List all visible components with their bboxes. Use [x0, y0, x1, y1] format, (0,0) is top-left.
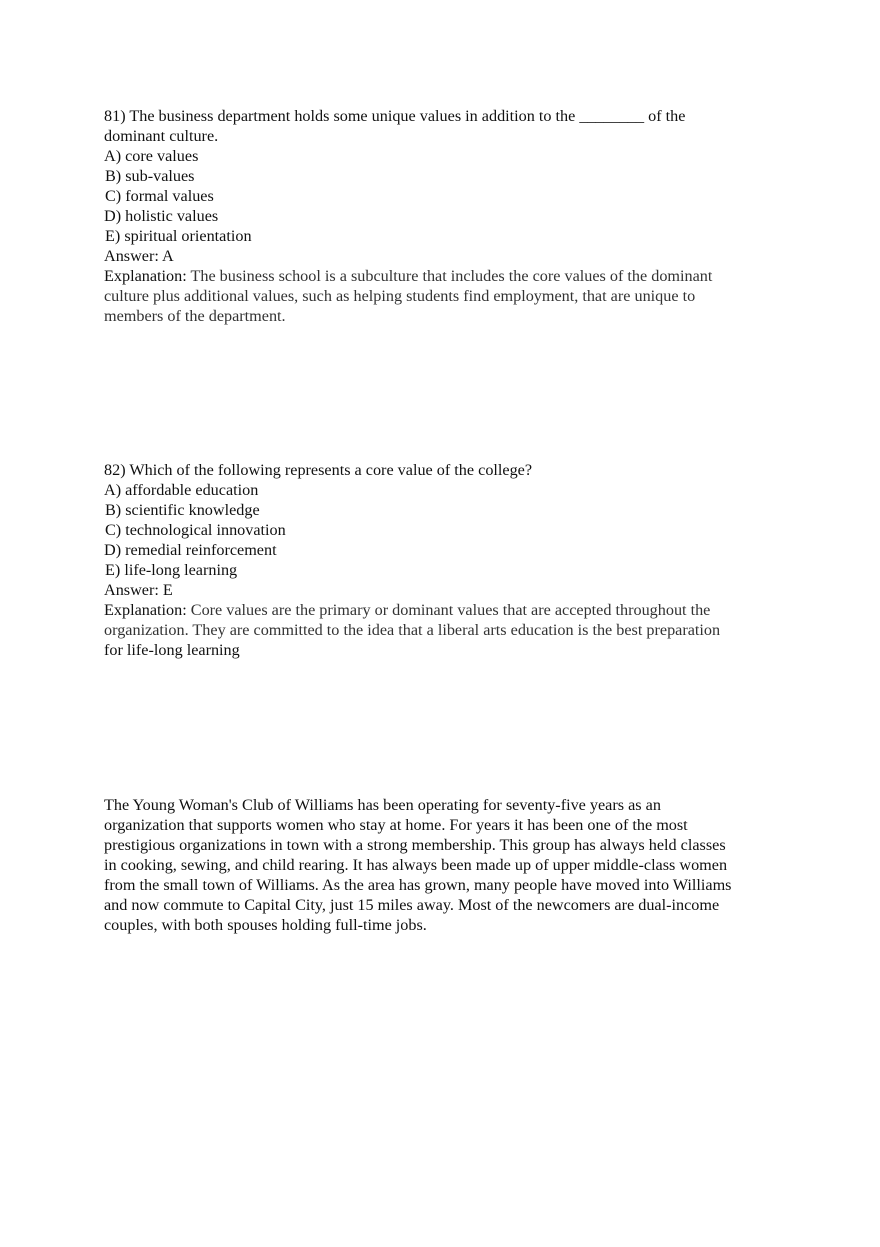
option-d: D) holistic values	[104, 207, 219, 225]
passage-line: prestigious organizations in town with a strong membership. This group has always held classes	[104, 836, 726, 854]
question-81	[104, 106, 784, 326]
answer: Answer: E	[104, 581, 173, 599]
explanation-label: Explanation:	[104, 601, 187, 619]
option-e: E) spiritual orientation	[105, 227, 252, 245]
passage-line: in cooking, sewing, and child rearing. It has always been made up of upper middle-class women	[104, 856, 728, 874]
case-passage	[104, 795, 784, 935]
option-a: A) core values	[104, 147, 199, 165]
passage-line: The Young Woman's Club of Williams has been operating for seventy-five years as an	[104, 796, 661, 814]
option-e: E) life-long learning	[105, 561, 238, 579]
option-c: C) formal values	[105, 187, 214, 205]
option-b: B) scientific knowledge	[105, 501, 260, 519]
question-stem: 81) The business department holds some unique values in addition to the ________ of the	[104, 107, 686, 125]
passage-line: and now commute to Capital City, just 15 miles away. Most of the newcomers are dual-income	[104, 896, 720, 914]
option-d: D) remedial reinforcement	[104, 541, 277, 559]
question-stem: 82) Which of the following represents a core value of the college?	[104, 461, 533, 479]
explanation-text: Core values are the primary or dominant values that are accepted throughout the	[186, 601, 711, 619]
passage-line: couples, with both spouses holding full-time jobs.	[104, 916, 427, 934]
explanation-line-2: organization. They are committed to the idea that a liberal arts education is the best preparation	[104, 621, 721, 639]
option-c: C) technological innovation	[105, 521, 286, 539]
explanation-line-3: members of the department.	[104, 307, 286, 325]
passage-line: from the small town of Williams. As the area has grown, many people have moved into Williams	[104, 876, 732, 894]
explanation-text: The business school is a subculture that includes the core values of the dominant	[186, 267, 713, 285]
option-a: A) affordable education	[104, 481, 259, 499]
explanation-line-2: culture plus additional values, such as helping students find employment, that are unique to	[104, 287, 696, 305]
option-b: B) sub-values	[105, 167, 195, 185]
question-stem-continued: dominant culture.	[104, 127, 219, 145]
explanation-line-1	[104, 600, 784, 620]
explanation-line-1	[104, 266, 784, 286]
answer: Answer: A	[104, 247, 174, 265]
explanation-label: Explanation:	[104, 267, 187, 285]
passage-line: organization that supports women who stay at home. For years it has been one of the most	[104, 816, 688, 834]
explanation-line-3: for life-long learning	[104, 641, 240, 659]
question-82	[104, 460, 784, 660]
